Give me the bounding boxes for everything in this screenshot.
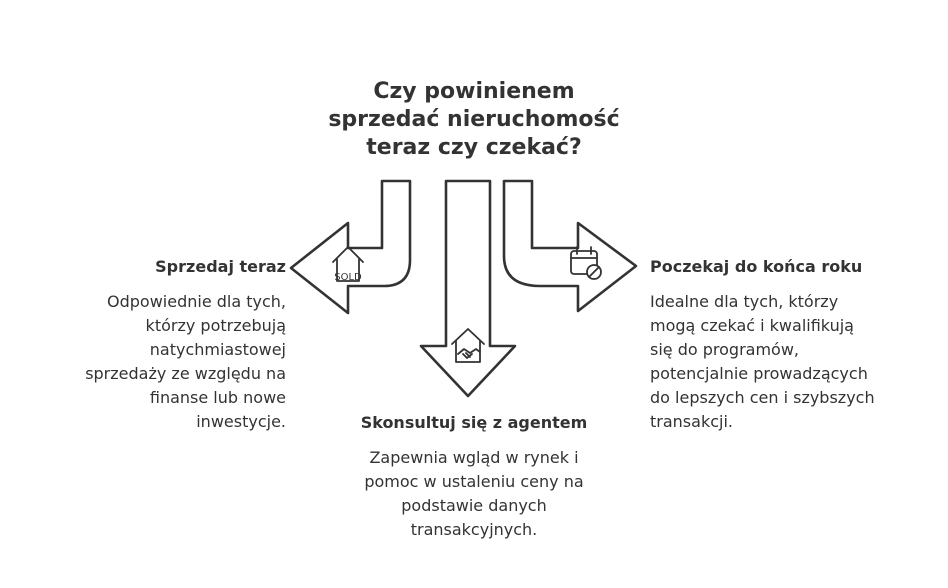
description-line: Zapewnia wgląd w rynek i (369, 448, 579, 467)
option-sell-now-heading: Sprzedaj teraz (155, 257, 286, 276)
description-line: natychmiastowej (149, 340, 286, 359)
description-line: podstawie danych (401, 496, 547, 515)
option-sell-now-description (6, 290, 286, 434)
description-line: którzy potrzebują (145, 316, 286, 335)
option-wait-description (650, 290, 940, 434)
description-line: Idealne dla tych, którzy (650, 292, 839, 311)
arrow-right (504, 181, 636, 311)
title-line-1: Czy powinienem (373, 79, 575, 104)
description-line: pomoc w ustaleniu ceny na (364, 472, 584, 491)
description-line: się do programów, (650, 340, 799, 359)
title-line-2: sprzedać nieruchomość (328, 107, 620, 132)
description-line: potencjalnie prowadzących (650, 364, 868, 383)
arrow-left (291, 181, 410, 313)
description-line: transakcyjnych. (410, 520, 538, 539)
title-line-3: teraz czy czekać? (366, 135, 582, 160)
option-wait-heading: Poczekaj do końca roku (650, 257, 863, 276)
description-line: sprzedaży ze względu na (85, 364, 286, 383)
description-line: inwestycje. (196, 412, 286, 431)
option-consult-agent-heading: Skonsultuj się z agentem (360, 413, 588, 432)
option-consult-agent-description (274, 446, 674, 542)
description-line: do lepszych cen i szybszych (650, 388, 875, 407)
house-sold-label: SOLD (334, 272, 362, 283)
description-line: finanse lub nowe (149, 388, 286, 407)
description-line: Odpowiednie dla tych, (107, 292, 286, 311)
description-line: transakcji. (650, 412, 733, 431)
arrow-middle (421, 181, 515, 396)
description-line: mogą czekać i kwalifikują (650, 316, 854, 335)
